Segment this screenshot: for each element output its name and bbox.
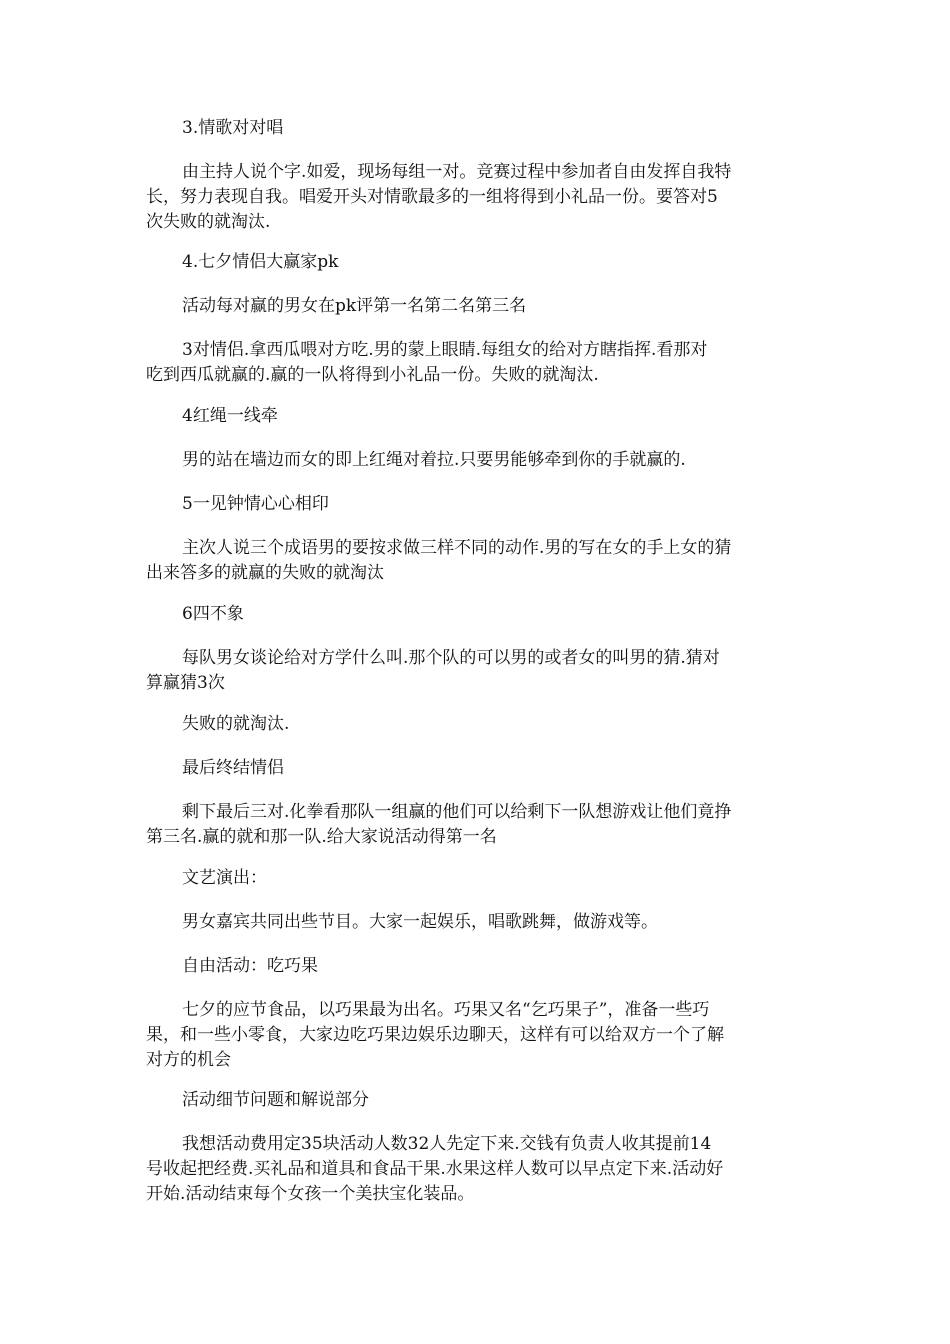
paragraph-budget: 我想活动费用定35块活动人数32人先定下来.交钱有负责人收其提前14 号收起把经费.买礼品和道具和食品干果.水果这样人数可以早点定下来.活动好 开始.活动结束每个女孩一个美扶宝化装品。 — [146, 1134, 724, 1204]
heading-four-unlike: 6四不象 — [182, 604, 244, 624]
heading-qixi-couple-pk: 4.七夕情侣大赢家pk — [182, 252, 339, 272]
paragraph-final-rules: 剩下最后三对.化拳看那队一组赢的他们可以给剩下一队想游戏让他们竟挣 第三名.赢的就和那一队.给大家说活动得第一名 — [146, 802, 732, 847]
heading-free-activity: 自由活动：吃巧果 — [182, 956, 318, 976]
paragraph-qiaoguo: 七夕的应节食品，以巧果最为出名。巧果又名“乞巧果子”，准备一些巧 果，和一些小零食，大家边吃巧果边娱乐边聊天，这样有可以给双方一个了解 对方的机会 — [146, 1000, 724, 1070]
paragraph-performance: 男女嘉宾共同出些节目。大家一起娱乐，唱歌跳舞，做游戏等。 — [182, 912, 658, 932]
paragraph-elimination: 失败的就淘汰. — [182, 714, 290, 734]
heading-love-song-duet: 3.情歌对对唱 — [182, 118, 284, 138]
heading-performance: 文艺演出： — [182, 868, 267, 888]
heading-love-at-first-sight: 5一见钟情心心相印 — [182, 494, 329, 514]
paragraph-red-rope-rules: 男的站在墙边而女的即上红绳对着拉.只要男能够牵到你的手就赢的. — [182, 450, 686, 470]
heading-final-couple: 最后终结情侣 — [182, 758, 284, 778]
paragraph-idiom-game: 主次人说三个成语男的要按求做三样不同的动作.男的写在女的手上女的猜 出来答多的就赢的失败的就淘汰 — [146, 538, 732, 583]
heading-red-rope: 4红绳一线牵 — [182, 406, 278, 426]
paragraph-love-song-rules: 由主持人说个字.如爱，现场每组一对。竞赛过程中参加者自由发挥自我特 长，努力表现自我。唱爱开头对情歌最多的一组将得到小礼品一份。要答对5 次失败的就淘汰. — [146, 162, 732, 232]
paragraph-guess-game: 每队男女谈论给对方学什么叫.那个队的可以男的或者女的叫男的猜.猜对 算赢猜3次 — [146, 648, 720, 693]
paragraph-pk-ranking: 活动每对赢的男女在pk评第一名第二名第三名 — [182, 296, 527, 316]
paragraph-watermelon-game: 3对情侣.拿西瓜喂对方吃.男的蒙上眼睛.每组女的给对方瞎指挥.看那对 吃到西瓜就赢的.赢的一队将得到小礼品一份。失败的就淘汰. — [146, 340, 708, 385]
heading-details: 活动细节问题和解说部分 — [182, 1090, 369, 1110]
